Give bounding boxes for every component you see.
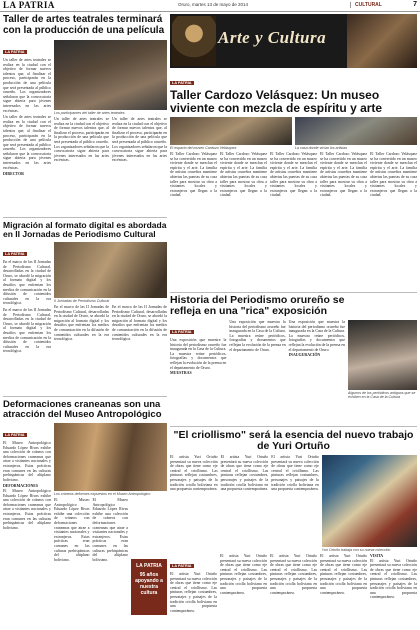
article-photo [54,242,167,298]
article-photo [54,40,167,110]
article-body: El Museo Antropológico Eduardo López Rivas exhibe una colección de cráneos con deformaciones craneanas que atrae a visitantes nacionales y extranjeros. Estas prácticas eran comunes en las culturas prehispánicas del altiplano boliviano. [3,488,51,530]
article-photo [348,320,417,390]
section-title: Arte y Cultura [218,28,327,47]
article-body: Una exposición que muestra la historia del periodismo orureño fue inaugurada en la Casa de la Cultura. La muestra reúne periódicos, fotografías y documentos que reflejan la evolución de la prensa en el departamento de Oruro. [170,338,227,370]
article-body: El artista Yuri Ortuño presentará su nueva colección de obras que tiene como eje central el criollismo. Las pinturas reflejan costumbres, personajes y paisajes de la tradición criolla boliviana en una propuesta contemporánea. [220,455,269,492]
article-museo [3,400,167,562]
article-body: En el marco de las II Jornadas de Periodismo Cultural, desarrolladas en la ciudad de Oruro, se abordó la migración al formato digital y los desafíos que enfrentan los medios de comunicación en la difusión de contenidos culturales en la era tecnológica. [3,260,51,306]
article-signature: DIRECTOR [3,172,24,177]
newspaper-logo: LA PATRIA [3,0,55,10]
article-headline: Taller Cardozo Velásquez: Un museo viviente con mezcla de espíritu y arte [170,88,383,115]
article-body: El artista Yuri Ortuño presentará su nueva colección de obras que tiene como eje central el criollismo. Las pinturas reflejan costumbres, personajes y paisajes de la tradición criolla boliviana en una propuesta contemporánea. [370,558,417,600]
article-body: En el marco de las II Jornadas de Periodismo Cultural, desarrolladas en la ciudad de Oruro, se abordó la migración al formato digital y los desafíos que enfrentan los medios de comunicación en la difusión de contenidos culturales en la era tecnológica. [112,305,167,342]
article-body: El artista Yuri Ortuño presentará su nueva colección de obras que tiene como eje central el criollismo. Las pinturas reflejan costumbres, personajes y paisajes de la tradición criolla boliviana en una propuesta contemporánea. [220,554,267,595]
source-tag: LA PATRIA [5,252,25,256]
source-tag: LA PATRIA [5,433,25,437]
issue-date: Oruro, martes 13 de mayo de 2014 [178,2,249,7]
article-body: El Taller Cardozo Velásquez se ha convertido en un museo viviente donde se mezclan el espíritu y el arte. La familia de artistas orureños mantiene abiertas las puertas de su casa taller para mostrar su obra a visitantes locales y extranjeros que llegan a la ciudad. [370,152,417,198]
article-photo [54,423,167,491]
article-subhead: VISITA [370,554,384,558]
source-tag: LA PATRIA [172,330,192,334]
divider [170,426,417,427]
article-ortuno [170,430,417,613]
photo-caption: Los participantes del taller de artes teatrales [54,111,125,115]
source-tag: LA PATRIA [172,81,192,85]
article-body: El artista Yuri Ortuño presentará su nueva colección de obras que tiene como eje central el criollismo. Las pinturas reflejan costumbres, personajes y paisajes de la tradición criolla boliviana en una propuesta contemporánea. [271,455,319,492]
article-body: El Museo Antropológico Eduardo López Rivas exhibe una colección de cráneos con deformaciones craneanas que atrae a visitantes nacionales y extranjeros. Estas prácticas eran comunes en las culturas prehispánicas del altiplano boliviano. [54,498,90,562]
left-column [3,14,167,628]
article-headline: Taller de artes teatrales terminará con la producción de una película [3,14,165,36]
article-body: El artista Yuri Ortuño presentará su nueva colección de obras que tiene como eje central el criollismo. Las pinturas reflejan costumbres, personajes y paisajes de la tradición criolla boliviana en una propuesta contemporánea. [320,554,367,595]
article-headline: Deformaciones craneanas son una atracción del Museo Antropológico [3,399,162,420]
section-banner [170,14,417,68]
article-body: El Museo Antropológico Eduardo López Rivas exhibe una colección de cráneos con deformaciones craneanas que atrae a visitantes nacionales y extranjeros. Estas prácticas eran comunes en las culturas prehispánicas del altiplano boliviano. [92,498,128,562]
photo-caption: Algunos de los periódicos antiguos que se exhiben en la Casa de la Cultura [348,391,416,399]
article-headline: Migración al formato digital es abordada en II Jornadas de Periodismo Cultural [3,220,167,239]
article-body: El artista Yuri Ortuño presentará su nueva colección de obras que tiene como eje central el criollismo. Las pinturas reflejan costumbres, personajes y paisajes de la tradición criolla boliviana en una propuesta contemporánea. [170,455,218,492]
article-body: Un taller de artes teatrales se realiza en la ciudad con el objetivo de formar nuevos talentos que, al finalizar el proceso, participarán en la producción de una película que será presentada al público orureño. Los organizadores señalaron que la convocatoria sigue abierta para jóvenes interesados en las artes escénicas. [3,58,51,113]
article-body: Un taller de artes teatrales se realiza en la ciudad con el objetivo de formar nuevos talentos que, al finalizar el proceso, participarán en la producción de una película que será presentada al público orureño. Los organizadores señalaron que la convocatoria sigue abierta para jóvenes interesados en las artes escénicas. [54,117,109,163]
section-name: CULTURAL [350,2,382,8]
article-subhead: MUESTRAS [170,371,192,376]
article-body: Una exposición que muestra la historia del periodismo orureño fue inaugurada en la Casa de la Cultura. La muestra reúne periódicos, fotografías y documentos que reflejan la evolución de la prensa en el departamento de Oruro. [288,320,345,352]
article-photo [295,117,417,145]
source-tag: LA PATRIA [172,564,192,568]
article-body: Un taller de artes teatrales se realiza en la ciudad con el objetivo de formar nuevos talentos que, al finalizar el proceso, participarán en la producción de una película que será presentada al público orureño. Los organizadores señalaron que la convocatoria sigue abierta para jóvenes interesados en las artes escénicas. [112,117,167,163]
article-body: El Taller Cardozo Velásquez se ha convertido en un museo viviente donde se mezclan el espíritu y el arte. La familia de artistas orureños mantiene abiertas las puertas de su casa taller para mostrar su obra a visitantes locales y extranjeros que llegan a la ciudad. [220,152,267,198]
article-body: El Taller Cardozo Velásquez se ha convertido en un museo viviente donde se mezclan el espíritu y el arte. La familia de artistas orureños mantiene abiertas las puertas de su casa taller para mostrar su obra a visitantes locales y extranjeros que llegan a la ciudad. [270,152,317,198]
photo-caption: Los cráneos deformes expuestos en el Museo Antropológico [54,492,151,496]
article-body: Una exposición que muestra la historia del periodismo orureño fue inaugurada en la Casa de la Cultura. La muestra reúne periódicos, fotografías y documentos que reflejan la evolución de la prensa en el departamento de Oruro. [229,320,286,352]
promo-box [131,559,167,615]
article-periodismo [170,295,417,399]
right-column [170,14,417,628]
banner-artwork [347,14,417,68]
article-photo [170,117,292,145]
promo-slogan: 95 años apoyando a nuestra cultura [135,572,163,596]
page-number: 7 [413,1,417,8]
article-headline: "El criollismo" será la esencia del nuevo trabajo de Yuri Ortuño [173,429,414,452]
photo-caption: La casa donde vivían los artistas [295,146,348,150]
article-body: El Museo Antropológico Eduardo López Rivas exhibe una colección de cráneos con deformaciones craneanas que atrae a visitantes nacionales y extranjeros. Estas prácticas eran comunes en las culturas prehispánicas del altiplano boliviano. [3,441,51,482]
article-digital [3,221,167,354]
portrait-image [172,16,216,66]
source-tag: LA PATRIA [5,50,25,54]
article-body: El Taller Cardozo Velásquez se ha convertido en un museo viviente donde se mezclan el espíritu y el arte. La familia de artistas orureños mantiene abiertas las puertas de su casa taller para mostrar su obra a visitantes locales y extranjeros que llegan a la ciudad. [170,152,217,198]
article-body: El artista Yuri Ortuño presentará su nueva colección de obras que tiene como eje central el criollismo. Las pinturas reflejan costumbres, personajes y paisajes de la tradición criolla boliviana en una propuesta contemporánea. [170,572,217,613]
article-body: En el marco de las II Jornadas de Periodismo Cultural, desarrolladas en la ciudad de Oruro, se abordó la migración al formato digital y los desafíos que enfrentan los medios de comunicación en la difusión de contenidos culturales en la era tecnológica. [3,307,51,354]
divider [3,396,167,397]
article-body: El artista Yuri Ortuño presentará su nueva colección de obras que tiene como eje central el criollismo. Las pinturas reflejan costumbres, personajes y paisajes de la tradición criolla boliviana en una propuesta contemporánea. [270,554,317,595]
article-headline: Historia del Periodismo orureño se refleja en una "rica" exposición [170,294,345,317]
photo-caption: El espacio del museo Cardozo Velásquez [170,146,237,150]
photo-caption: Yuri Ortuño trabaja con su nueva colección [321,548,391,552]
photo-caption: II Jornadas de Periodismo Cultural [54,299,110,303]
article-cardozo [170,71,417,198]
article-body: En el marco de las II Jornadas de Periodismo Cultural, desarrolladas en la ciudad de Oruro, se abordó la migración al formato digital y los desafíos que enfrentan los medios de comunicación en la difusión de contenidos culturales en la era tecnológica. [54,305,109,342]
divider [170,292,417,293]
page-header [0,0,420,12]
article-body: El Taller Cardozo Velásquez se ha convertido en un museo viviente donde se mezclan el espíritu y el arte. La familia de artistas orureños mantiene abiertas las puertas de su casa taller para mostrar su obra a visitantes locales y extranjeros que llegan a la ciudad. [320,152,367,198]
article-subhead: INAUGURACIÓN [288,353,321,358]
divider [3,217,167,218]
article-subhead: DEFORMACIONES [3,484,39,489]
article-teatro [3,14,167,177]
promo-logo: LA PATRIA [136,563,162,569]
article-photo [322,455,417,547]
article-body: Un taller de artes teatrales se realiza en la ciudad con el objetivo de formar nuevos talentos que, al finalizar el proceso, participarán en la producción de una película que será presentada al público orureño. Los organizadores señalaron que la convocatoria sigue abierta para jóvenes interesados en las artes escénicas. [3,115,51,170]
